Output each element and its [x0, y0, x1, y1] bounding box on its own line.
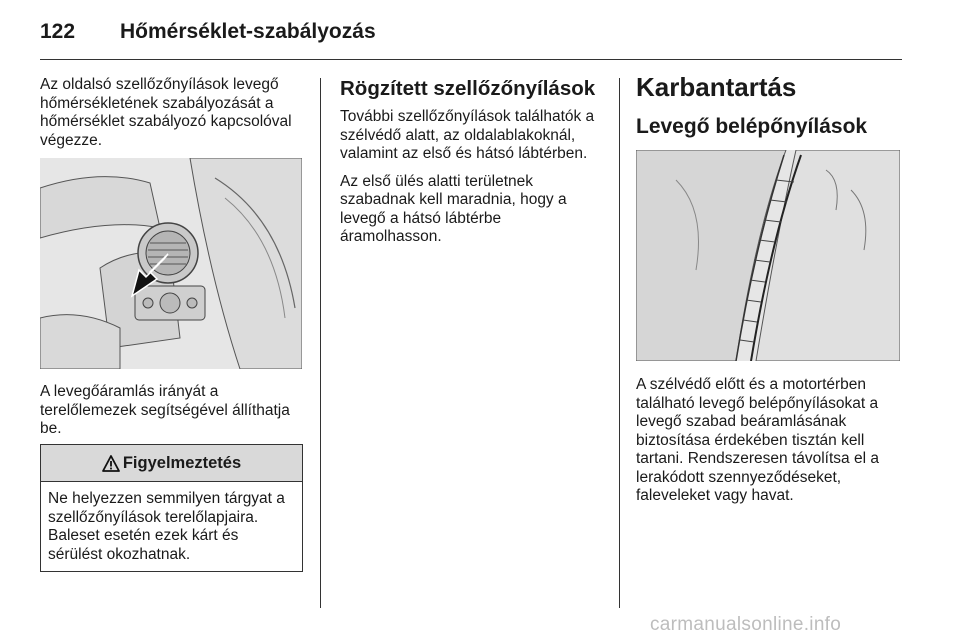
section-heading-maintenance: Karbantartás — [636, 72, 797, 102]
air-intake-illustration — [636, 150, 900, 361]
warning-header — [41, 445, 302, 482]
page-title: Hőmérséklet-szabályozás — [120, 20, 376, 43]
air-intake-drawing — [636, 150, 900, 361]
warning-title: Figyelmeztetés — [122, 453, 242, 472]
column-divider — [619, 78, 620, 608]
column-3 — [636, 72, 906, 140]
warning-text: Ne helyezzen semmilyen tárgyat a szellőzőnyílások terelőlapjaira. Baleset esetén ezek kárt és sérülést okozhatnak. — [48, 490, 285, 563]
section-heading-fixed-vents: Rögzített szellőzőnyílások — [340, 77, 596, 100]
column-divider — [320, 78, 321, 608]
warning-box — [40, 444, 303, 572]
fixed-vents-paragraph-1: További szellőzőnyílások találhatók a szélvédő alatt, az oldalablakoknál, valamint az első és hátsó lábtérben. — [340, 108, 595, 162]
subheading-air-intakes: Levegő belépőnyílások — [636, 115, 868, 138]
page-header — [40, 18, 920, 48]
column-2 — [340, 76, 612, 247]
header-rule — [40, 59, 902, 60]
column-3-lower — [636, 376, 906, 506]
side-vent-illustration — [40, 158, 302, 369]
airflow-paragraph: A levegőáramlás irányát a terelőlemezek segítségével állíthatja be. — [40, 383, 290, 437]
fixed-vents-paragraph-2: Az első ülés alatti területnek szabadnak kell maradnia, hogy a levegő a hátsó lábtérbe áramolhasson. — [340, 172, 567, 245]
column-1-lower — [40, 383, 310, 439]
column-1 — [40, 76, 310, 150]
watermark: carmanualsonline.info — [650, 614, 842, 635]
intro-paragraph: Az oldalsó szellőzőnyílások levegő hőmérsékletének szabályozását a hőmérséklet szabályozó kapcsolóval végezze. — [40, 76, 292, 149]
warning-triangle-icon — [102, 455, 120, 472]
page-number: 122 — [40, 20, 76, 43]
side-vent-drawing — [40, 158, 302, 369]
air-intake-paragraph: A szélvédő előtt és a motortérben található levegő belépőnyílásokat a levegő szabad beáramlásának biztosítása érdekében tisztán kell tartani. Rendszeresen távolítsa el a lerakódott szennyeződéseket, faleveleket vagy havat. — [636, 376, 879, 504]
